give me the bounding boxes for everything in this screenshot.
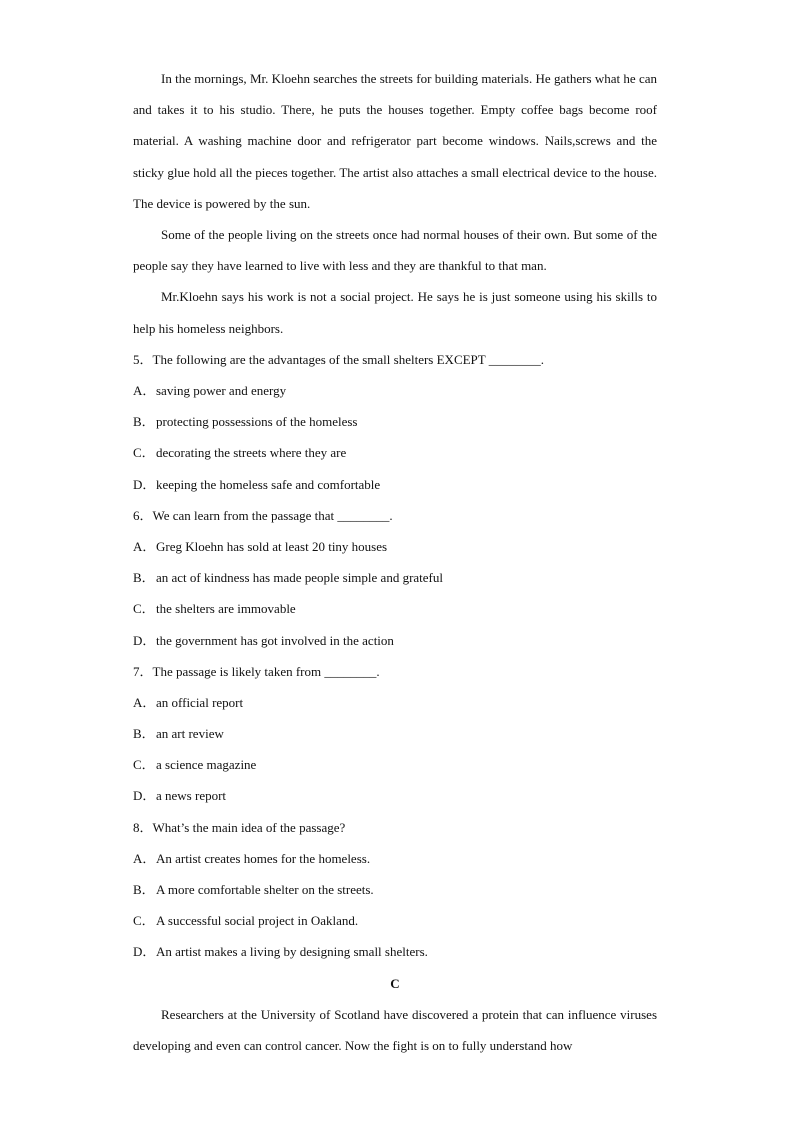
option-label: D． xyxy=(133,788,156,804)
option-text: protecting possessions of the homeless xyxy=(156,414,358,430)
option-d xyxy=(133,936,657,967)
option-label: D． xyxy=(133,476,156,492)
section-heading: C xyxy=(390,975,400,991)
option-a xyxy=(133,375,657,406)
option-text: A more comfortable shelter on the streets. xyxy=(156,882,374,898)
option-a xyxy=(133,687,657,718)
option-label: B． xyxy=(133,726,155,742)
question-stem: The passage is likely taken from ________. xyxy=(152,663,380,679)
question-stem: What’s the main idea of the passage? xyxy=(152,819,346,835)
option-label: C． xyxy=(133,913,155,929)
option-label: A． xyxy=(133,694,156,710)
option-text: saving power and energy xyxy=(156,383,287,399)
option-d xyxy=(133,625,657,656)
option-b xyxy=(133,562,657,593)
option-text: a news report xyxy=(156,788,227,804)
option-label: D． xyxy=(133,944,156,960)
option-c xyxy=(133,593,657,624)
option-text: an official report xyxy=(156,694,244,710)
option-label: A． xyxy=(133,383,156,399)
option-c xyxy=(133,437,657,468)
option-label: D． xyxy=(133,632,156,648)
passage-paragraph: In the mornings, Mr. Kloehn searches the streets for building materials. He gathers what he can and takes it to his studio. There, he puts the houses together. Empty coffee bags become roof material. A washing machine door and refrigerator part become windows. Nails,screws and the sticky glue hold all the pieces together. The artist also attaches a small electrical device to the house. The device is powered by the sun. xyxy=(133,71,657,211)
question-number: 8． xyxy=(133,819,153,835)
option-label: C． xyxy=(133,445,155,461)
option-text: An artist creates homes for the homeless. xyxy=(156,850,371,866)
option-label: C． xyxy=(133,757,155,773)
option-text: A successful social project in Oakland. xyxy=(156,913,359,929)
option-label: B． xyxy=(133,882,155,898)
question-number: 6． xyxy=(133,507,153,523)
option-label: A． xyxy=(133,850,156,866)
option-label: B． xyxy=(133,570,155,586)
question-6 xyxy=(133,500,657,531)
option-text: Greg Kloehn has sold at least 20 tiny houses xyxy=(156,538,388,554)
option-a xyxy=(133,843,657,874)
option-text: keeping the homeless safe and comfortable xyxy=(156,476,381,492)
option-text: the government has got involved in the action xyxy=(156,632,394,648)
option-label: C． xyxy=(133,601,155,617)
option-c xyxy=(133,905,657,936)
option-text: the shelters are immovable xyxy=(156,601,296,617)
passage-paragraph: Some of the people living on the streets once had normal houses of their own. But some of the people say they have learned to live with less and they are thankful to that man. xyxy=(133,227,657,274)
option-text: an act of kindness has made people simple and grateful xyxy=(156,570,443,586)
option-a xyxy=(133,531,657,562)
question-stem: We can learn from the passage that ________. xyxy=(152,507,393,523)
question-7 xyxy=(133,656,657,687)
option-text: An artist makes a living by designing small shelters. xyxy=(156,944,428,960)
option-label: A． xyxy=(133,538,156,554)
option-text: an art review xyxy=(156,726,224,742)
option-d xyxy=(133,469,657,500)
question-stem: The following are the advantages of the small shelters EXCEPT ________. xyxy=(152,351,544,367)
passage-paragraph: Mr.Kloehn says his work is not a social project. He says he is just someone using his skills to help his homeless neighbors. xyxy=(133,289,657,336)
question-number: 7． xyxy=(133,663,153,679)
passage-paragraph: Researchers at the University of Scotland have discovered a protein that can influence viruses developing and even can control cancer. Now the fight is on to fully understand how xyxy=(133,1006,657,1053)
question-8 xyxy=(133,812,657,843)
option-label: B． xyxy=(133,414,155,430)
document-content xyxy=(133,63,657,1061)
option-text: decorating the streets where they are xyxy=(156,445,347,461)
option-b xyxy=(133,718,657,749)
option-b xyxy=(133,406,657,437)
question-5 xyxy=(133,344,657,375)
option-d xyxy=(133,780,657,811)
question-number: 5． xyxy=(133,351,153,367)
option-text: a science magazine xyxy=(156,757,257,773)
option-c xyxy=(133,749,657,780)
option-b xyxy=(133,874,657,905)
